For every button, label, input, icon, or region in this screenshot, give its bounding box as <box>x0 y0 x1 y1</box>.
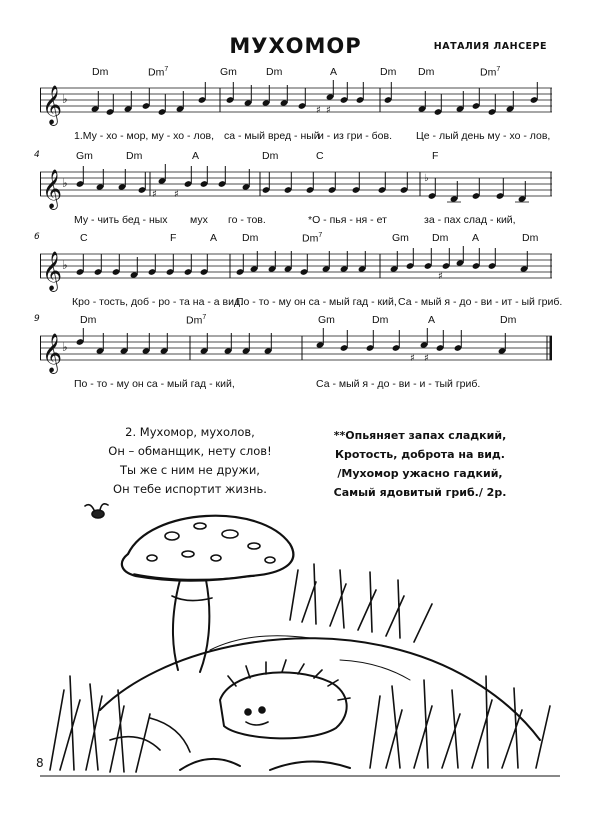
chord-symbol: Dm <box>522 232 539 244</box>
chord-symbol: Gm <box>392 232 409 244</box>
measure-number: 6 <box>34 232 40 242</box>
chord-symbol: Dm$^7$ <box>148 66 169 79</box>
chord-symbol: Dm <box>432 232 449 244</box>
chord-symbol: Dm <box>242 232 259 244</box>
lyrics-row <box>40 296 563 312</box>
author-name: НАТАЛИЯ ЛАНСЕРЕ <box>433 41 547 52</box>
chord-symbol: Dm$^7$ <box>302 232 323 245</box>
chord-row <box>40 232 552 246</box>
lyric-text: По - то - му он са - мый гад - кий, <box>236 296 397 308</box>
lyric-text: го - тов. <box>228 214 266 226</box>
lyric-text: Са - мый я - до - ви - ит - ый гриб. <box>398 296 563 308</box>
sharp-icon: ♯ <box>410 353 415 364</box>
chord-symbol: A <box>330 66 338 78</box>
chorus-line: Кротость, доброта на вид. <box>335 448 505 461</box>
chord-symbol: Dm <box>92 66 109 78</box>
chord-symbol: Dm <box>500 314 517 326</box>
treble-clef-icon: 𝄞 <box>42 333 63 373</box>
chord-symbol: Dm <box>418 66 435 78</box>
music-system-1 <box>40 66 552 162</box>
chord-symbol: Dm$^7$ <box>480 66 501 79</box>
lyric-text: за - пах слад - кий, <box>424 214 516 226</box>
treble-clef-icon: 𝄞 <box>42 251 63 291</box>
chord-symbol: F <box>170 232 177 244</box>
lyric-text: Са - мый я - до - ви - и - тый гриб. <box>316 378 481 390</box>
sharp-icon: ♯ <box>424 353 429 364</box>
chord-superscript: 7 <box>318 232 323 239</box>
lyric-text: По - то - му он са - мый гад - кий, <box>74 378 235 390</box>
chord-symbol: Dm <box>372 314 389 326</box>
lyrics-row <box>40 214 552 230</box>
chord-superscript: 7 <box>496 66 501 73</box>
sharp-icon: ♯ <box>152 189 157 200</box>
chord-symbol: Dm <box>266 66 283 78</box>
staff <box>40 328 552 378</box>
verse-line: Ты же с ним не дружи, <box>120 463 260 477</box>
lyrics-row <box>40 130 552 146</box>
chord-symbol: Gm <box>76 150 93 162</box>
lyric-text: мух <box>190 214 208 226</box>
chord-symbol: C <box>80 232 88 244</box>
song-title: МУХОМОР <box>229 34 362 58</box>
chord-symbol: Dm <box>126 150 143 162</box>
lyrics-row <box>40 378 552 394</box>
sharp-icon: ♯ <box>316 105 321 116</box>
lyric-text: Му - чить бед - ных <box>74 214 168 226</box>
music-system-4 <box>34 314 552 410</box>
page-number: 8 <box>36 756 44 770</box>
chord-symbol: A <box>472 232 480 244</box>
lyric-text: *О - пья - ня - ет <box>308 214 387 226</box>
chord-row <box>40 314 552 328</box>
lyric-text: са - мый вред - ный <box>224 130 320 142</box>
verse-line: Он – обманщик, нету слов! <box>108 444 272 458</box>
key-signature-flat-icon: ♭ <box>62 92 68 106</box>
chord-symbol: Dm <box>80 314 97 326</box>
key-signature-flat-icon: ♭ <box>62 258 68 272</box>
verse-line: Он тебе испортит жизнь. <box>113 482 267 496</box>
measure-number: 9 <box>34 314 40 324</box>
mushroom-illustration <box>40 500 560 780</box>
chord-symbol: C <box>316 150 324 162</box>
treble-clef-icon: 𝄞 <box>42 85 63 125</box>
chord-symbol: A <box>210 232 218 244</box>
treble-clef-icon: 𝄞 <box>42 169 63 209</box>
verse-line: 2. Мухомор, мухолов, <box>125 425 255 439</box>
lyric-text: и - из гри - бов. <box>318 130 393 142</box>
staff <box>40 164 552 214</box>
measure-number: 4 <box>34 150 40 160</box>
staff <box>40 80 552 130</box>
staff <box>40 246 552 296</box>
chord-symbol: A <box>192 150 200 162</box>
chord-symbol: Gm <box>318 314 335 326</box>
chord-symbol: A <box>428 314 436 326</box>
chorus-line: /Мухомор ужасно гадкий, <box>337 467 503 480</box>
chord-symbol: Gm <box>220 66 237 78</box>
verse-2 <box>100 423 280 499</box>
chord-symbol: F <box>432 150 439 162</box>
sharp-icon: ♯ <box>326 105 331 116</box>
key-signature-flat-icon: ♭ <box>62 176 68 190</box>
lyric-text: Це - лый день му - хо - лов, <box>416 130 551 142</box>
key-signature-flat-icon: ♭ <box>62 340 68 354</box>
sharp-icon: ♯ <box>174 189 179 200</box>
chord-superscript: 7 <box>202 314 207 321</box>
sharp-icon: ♯ <box>438 271 443 282</box>
chord-symbol: Dm$^7$ <box>186 314 207 327</box>
flat-icon: ♭ <box>424 173 429 184</box>
lyric-text: Кро - тость, доб - ро - та на - а вид. <box>72 296 244 308</box>
chorus-line: **Опьяняет запах сладкий, <box>333 429 507 442</box>
chord-symbol: Dm <box>262 150 279 162</box>
chorus <box>320 426 520 502</box>
chord-superscript: 7 <box>164 66 169 73</box>
chord-row <box>40 66 552 80</box>
chord-row <box>40 150 552 164</box>
chorus-line: Самый ядовитый гриб./ 2р. <box>333 486 507 499</box>
chord-symbol: Dm <box>380 66 397 78</box>
lyric-text: 1.Му - хо - мор, му - хо - лов, <box>74 130 215 142</box>
